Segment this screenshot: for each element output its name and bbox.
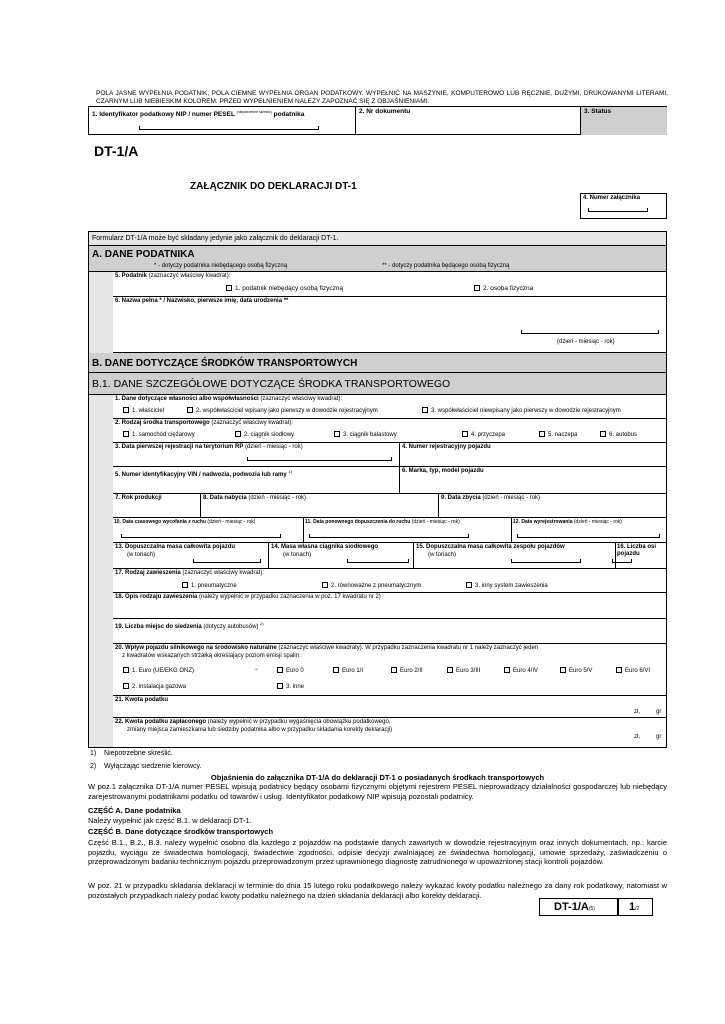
vehicle-type-bus-option[interactable]: 6. autobus xyxy=(600,431,637,439)
registration-number-label: 4. Numer rejestracyjny pojazdu xyxy=(402,444,491,450)
attachment-number-box[interactable] xyxy=(580,193,667,219)
main-form xyxy=(88,231,667,748)
gas-installation-option[interactable]: 2. instalacja gazowa xyxy=(123,683,186,691)
suspension-type-field: 17. Rodzaj zawieszenia (zaznaczyć właściwy kwadrat): 1. pneumatyczne 2. równoważne z pneumatycznym 3. inny system zawieszenia xyxy=(113,569,666,593)
other-option[interactable]: 3. inne xyxy=(277,683,304,691)
note-physical: ** - dotyczy podatnika będącego osobą fizyczną xyxy=(382,263,510,269)
section-b-title: B. DANE DOTYCZĄCE ŚRODKÓW TRANSPORTOWYCH xyxy=(92,358,358,369)
date-format-hint: (dzień - miesiąc - rok) xyxy=(557,339,615,345)
combination-weight-unit: (w tonach) xyxy=(428,552,457,558)
deregistration-date-label: 12. Data wyrejestrowania (dzień - miesiąc - rok) xyxy=(513,519,622,525)
taxpayer-non-physical-option[interactable]: 1. podatnik niebędący osobą fizyczną xyxy=(226,285,343,293)
seat-count-field[interactable]: 19. Liczba miejsc do siedzenia (dotyczy autobusów) $^{2)}$ xyxy=(113,619,666,644)
arrow-right-icon: → xyxy=(253,666,259,672)
euro-6-option[interactable]: Euro 6/VI xyxy=(616,667,650,675)
taxpayer-physical-option[interactable]: 2. osoba fizyczna xyxy=(474,285,533,293)
form-code: DT-1/A xyxy=(94,143,139,159)
checkbox-icon[interactable] xyxy=(187,407,193,413)
part-a-text: Należy wypełnić jak część B.1. w deklaracji DT-1. xyxy=(88,816,252,825)
vehicle-type-semitrailer-option[interactable]: 5. naczepa xyxy=(539,431,577,439)
form-title: ZAŁĄCZNIK DO DEKLARACJI DT-1 xyxy=(190,181,357,192)
status-field xyxy=(580,107,667,135)
ownership-owner-option[interactable]: 1. właściciel xyxy=(123,407,164,415)
tractor-weight-unit: (w tonach) xyxy=(283,552,312,558)
footer-page-number: 1/2 xyxy=(618,898,653,916)
suspension-description-field[interactable]: 18. Opis rodzaju zawieszenia (należy wypełnić w przypadku zaznaczenia w poz. 17 kwadratu nr 2) xyxy=(113,593,666,619)
checkbox-icon[interactable] xyxy=(391,667,397,673)
euro-1-option[interactable]: Euro 1/I xyxy=(333,667,363,675)
checkbox-icon[interactable] xyxy=(334,431,340,437)
purchase-date-label: 8. Data nabycia (dzień - miesiąc - rok) xyxy=(203,495,307,501)
tax-amount-label: 21. Kwota podatku xyxy=(115,697,169,703)
vehicle-type-tractor-option[interactable]: 2. ciągnik siodłowy xyxy=(235,431,294,439)
tax-paid-field[interactable]: 22. Kwota podatku zapłaconego (należy wypełnić w przypadku wygaśnięcia obowiązku podatkowego, zmiany miejsca zamieszkania lub siedziby podatnika albo w przypadku składania korekty deklaracji) zł, gr xyxy=(115,719,662,740)
checkbox-icon[interactable] xyxy=(333,667,339,673)
section-b1-header xyxy=(89,373,666,395)
vehicle-type-truck-option[interactable]: 1. samochód ciężarowy xyxy=(123,431,195,439)
vehicle-type-ballast-option[interactable]: 3. ciągnik balastowy xyxy=(334,431,397,439)
currency-zl: zł, xyxy=(634,734,640,740)
axle-count-label: 16. Liczba osi pojazdu xyxy=(617,544,657,557)
euro-3-option[interactable]: Euro 3/III xyxy=(447,667,480,675)
checkbox-icon[interactable] xyxy=(123,431,129,437)
checkbox-icon[interactable] xyxy=(504,667,510,673)
ownership-field: 1. Dane dotyczące własności albo współwłasności (zaznaczyć właściwy kwadrat): 1. właściciel 2. współwłaściciel wpisany jako pierwszy w dowodzie rejestracyjnym 3. współwłaściciel niewpisany jako pierwszy w dowodzie rejestracyjnym xyxy=(113,395,666,419)
section-a-header xyxy=(89,246,666,272)
vin-label: 5. Numer identyfikacyjny VIN / nadwozia, podwozia lub ramy $^{1)}$ xyxy=(115,469,292,478)
vehicle-type-field: 2. Rodzaj środka transportowego (zaznaczyć właściwy kwadrat): 1. samochód ciężarowy 2. ciągnik siodłowy 3. ciągnik balastowy 4. przyczepa 5. naczepa 6. autobus xyxy=(113,419,666,443)
checkbox-icon[interactable] xyxy=(422,407,428,413)
euro-2-option[interactable]: Euro 2/II xyxy=(391,667,423,675)
currency-gr: gr xyxy=(656,709,662,715)
note-non-physical: * - dotyczy podatnika niebędącego osobą fizyczną xyxy=(154,263,288,269)
fill-instructions: POLA JASNE WYPEŁNIA PODATNIK, POLA CIEMNE WYPEŁNIA ORGAN PODATKOWY. WYPEŁNIĆ NA MASZYNIE, KOMPUTEROWO LUB RĘCZNIE, DUŻYMI, DRUKOWANYMI LITERAMI, CZARNYM LUB NIEBIESKIM KOLOREM. PRZED WYPEŁNIENIEM NALEŻY ZAPOZNAĆ SIĘ Z OBJAŚNIENIAMI. xyxy=(96,90,668,105)
tax-amount-field[interactable] xyxy=(113,696,666,718)
part-b-title: CZĘŚĆ B. Dane dotyczące środków transportowych xyxy=(88,827,274,836)
footer-form-code: DT-1/A(5) xyxy=(539,898,618,916)
euro-standard-option[interactable]: 1. Euro (UE/EKG ONZ) xyxy=(123,667,194,675)
checkbox-icon[interactable] xyxy=(235,431,241,437)
euro-0-option[interactable]: Euro 0 xyxy=(277,667,304,675)
nip-pesel-label: 1. Identyfikator podatkowy NIP / numer PESEL $^{(niepotrzebne skreślić)}$ podatnika xyxy=(92,110,305,119)
gross-weight-label: 13. Dopuszczalna masa całkowita pojazdu xyxy=(115,544,236,550)
make-model-label: 6. Marka, typ, model pojazdu xyxy=(402,468,484,474)
explanation-last-paragraph: W poz. 21 w przypadku składania deklaracji w terminie do dnia 15 lutego roku podatkowego należy wykazać kwoty podatku należnego za dany rok podatkowy, natomiast w pozostałych przypadkach należy podać kwoty podatku należnego na dzień składania deklaracji albo korekty deklaracji. xyxy=(88,881,667,900)
checkbox-icon[interactable] xyxy=(123,667,129,673)
checkbox-icon[interactable] xyxy=(447,667,453,673)
combination-weight-label: 15. Dopuszczalna masa całkowita zespołu pojazdów xyxy=(416,544,565,550)
first-registration-date-field[interactable]: 3. Data pierwszej rejestracji na terytorium RP (dzień - miesiąc - rok) xyxy=(113,443,399,466)
footnote-1: 1) Niepotrzebne skreślić. xyxy=(90,750,173,757)
euro-5-option[interactable]: Euro 5/V xyxy=(560,667,592,675)
full-name-label: 6. Nazwa pełna * / Nazwisko, pierwsze imię, data urodzenia ** xyxy=(115,298,289,304)
nip-pesel-input[interactable] xyxy=(139,126,319,130)
tractor-weight-label: 14. Masa własna ciągnika siodłowego xyxy=(271,544,379,550)
intro-note: Formularz DT-1/A może być składany jedynie jako załącznik do deklaracji DT-1. xyxy=(92,235,339,242)
birth-date-input[interactable] xyxy=(521,330,659,334)
taxpayer-type-field: 5. Podatnik (zaznaczyć właściwy kwadrat): 1. podatnik niebędący osobą fizyczną 2. osoba fizyczna xyxy=(113,272,666,297)
document-number-label: 2. Nr dokumentu xyxy=(359,108,411,115)
section-a-title: A. DANE PODATNIKA xyxy=(92,249,195,260)
checkbox-icon[interactable] xyxy=(322,582,328,588)
attachment-number-label: 4. Numer załącznika xyxy=(583,195,641,201)
withdrawal-date-label: 10. Data czasowego wycofania z ruchu (dzień - miesiąc - rok) xyxy=(114,519,256,525)
checkbox-icon[interactable] xyxy=(600,431,606,437)
sale-date-label: 9. Data zbycia (dzień - miesiąc - rok) xyxy=(441,495,541,501)
environmental-impact-field: 20. Wpływ pojazdu silnikowego na środowisko naturalne (zaznaczyć właściwe kwadraty). W przypadku zaznaczenia kwadratu nr 1 należy zaznaczyć jeden z kwadratów wskazanych strzałką określający poziom emisji spalin: 1. Euro (UE/EKG ONZ) → Euro 0 Euro 1/I Euro 2/II Euro 3/III Euro 4/IV Euro 5/V Euro 6/VI 2. instalacja gazowa 3. inne xyxy=(113,644,666,696)
footnote-2: 2) Wyłączając siedzenie kierowcy. xyxy=(90,763,202,770)
ownership-other-coowner-option[interactable]: 3. współwłaściciel niewpisany jako pierwszy w dowodzie rejestracyjnym xyxy=(422,407,621,415)
explanation-paragraph-1: W poz.1 załącznika DT-1/A numer PESEL wpisują podatnicy będący osobami fizycznymi objętymi rejestrem PESEL nieprowadzący działalności gospodarczej lub niebędący zarejestrowanymi podatnikami podatku od towarów i usług. Identyfikator podatkowy NIP wpisują pozostali podatnicy. xyxy=(88,782,667,801)
checkbox-icon[interactable] xyxy=(226,285,232,291)
status-label: 3. Status xyxy=(584,108,612,115)
checkbox-icon[interactable] xyxy=(182,582,188,588)
checkbox-icon[interactable] xyxy=(560,667,566,673)
euro-4-option[interactable]: Euro 4/IV xyxy=(504,667,538,675)
checkbox-icon[interactable] xyxy=(462,431,468,437)
part-b-text: Część B.1., B.2., B.3. należy wypełnić osobno dla każdego z pojazdów na podstawie danych zawartych w dowodzie rejestracyjnym oraz innych dokumentach, np.: karcie pojazdu, wyciągu ze świadectwa homologacji, świadectwie zgodności, odpisie decyzji zwalniającej ze świadectwa homologacji, umowie sprzedaży, zaświadczeniu o przeprowadzonym badaniu technicznym pojazdu przeprowadzonym przez uprawnionego diagnostę zatrudnionego w upoważnionej stacji kontroli pojazdów. xyxy=(88,838,667,866)
suspension-other-option[interactable]: 3. inny system zawieszenia xyxy=(466,582,548,590)
gross-weight-unit: (w tonach) xyxy=(127,552,156,558)
currency-zl: zł, xyxy=(634,709,640,715)
checkbox-icon[interactable] xyxy=(474,285,480,291)
vehicle-type-trailer-option[interactable]: 4. przyczepa xyxy=(462,431,505,439)
suspension-pneumatic-option[interactable]: 1. pneumatyczne xyxy=(182,582,237,590)
production-year-label: 7. Rok produkcji xyxy=(115,495,162,501)
full-name-field[interactable] xyxy=(113,297,666,353)
checkbox-icon[interactable] xyxy=(466,582,472,588)
currency-gr: gr xyxy=(656,734,662,740)
section-b-header xyxy=(89,353,666,373)
checkbox-icon[interactable] xyxy=(539,431,545,437)
checkbox-icon[interactable] xyxy=(123,683,129,689)
section-b1-title: B.1. DANE SZCZEGÓŁOWE DOTYCZĄCE ŚRODKA TRANSPORTOWEGO xyxy=(92,378,451,390)
ownership-first-coowner-option[interactable]: 2. współwłaściciel wpisany jako pierwszy w dowodzie rejestracyjnym xyxy=(187,407,378,415)
readmission-date-label: 11. Data ponownego dopuszczenia do ruchu (dzień - miesiąc - rok) xyxy=(305,519,460,525)
checkbox-icon[interactable] xyxy=(277,667,283,673)
suspension-equivalent-option[interactable]: 2. równoważne z pneumatycznym xyxy=(322,582,421,590)
header-box xyxy=(88,106,667,135)
checkbox-icon[interactable] xyxy=(277,683,283,689)
checkbox-icon[interactable] xyxy=(123,407,129,413)
checkbox-icon[interactable] xyxy=(616,667,622,673)
explanations-title: Objaśnienia do załącznika DT-1/A do deklaracji DT-1 o posiadanych środkach transportowych xyxy=(210,773,545,782)
part-a-title: CZĘŚĆ A. Dane podatnika xyxy=(88,806,181,815)
